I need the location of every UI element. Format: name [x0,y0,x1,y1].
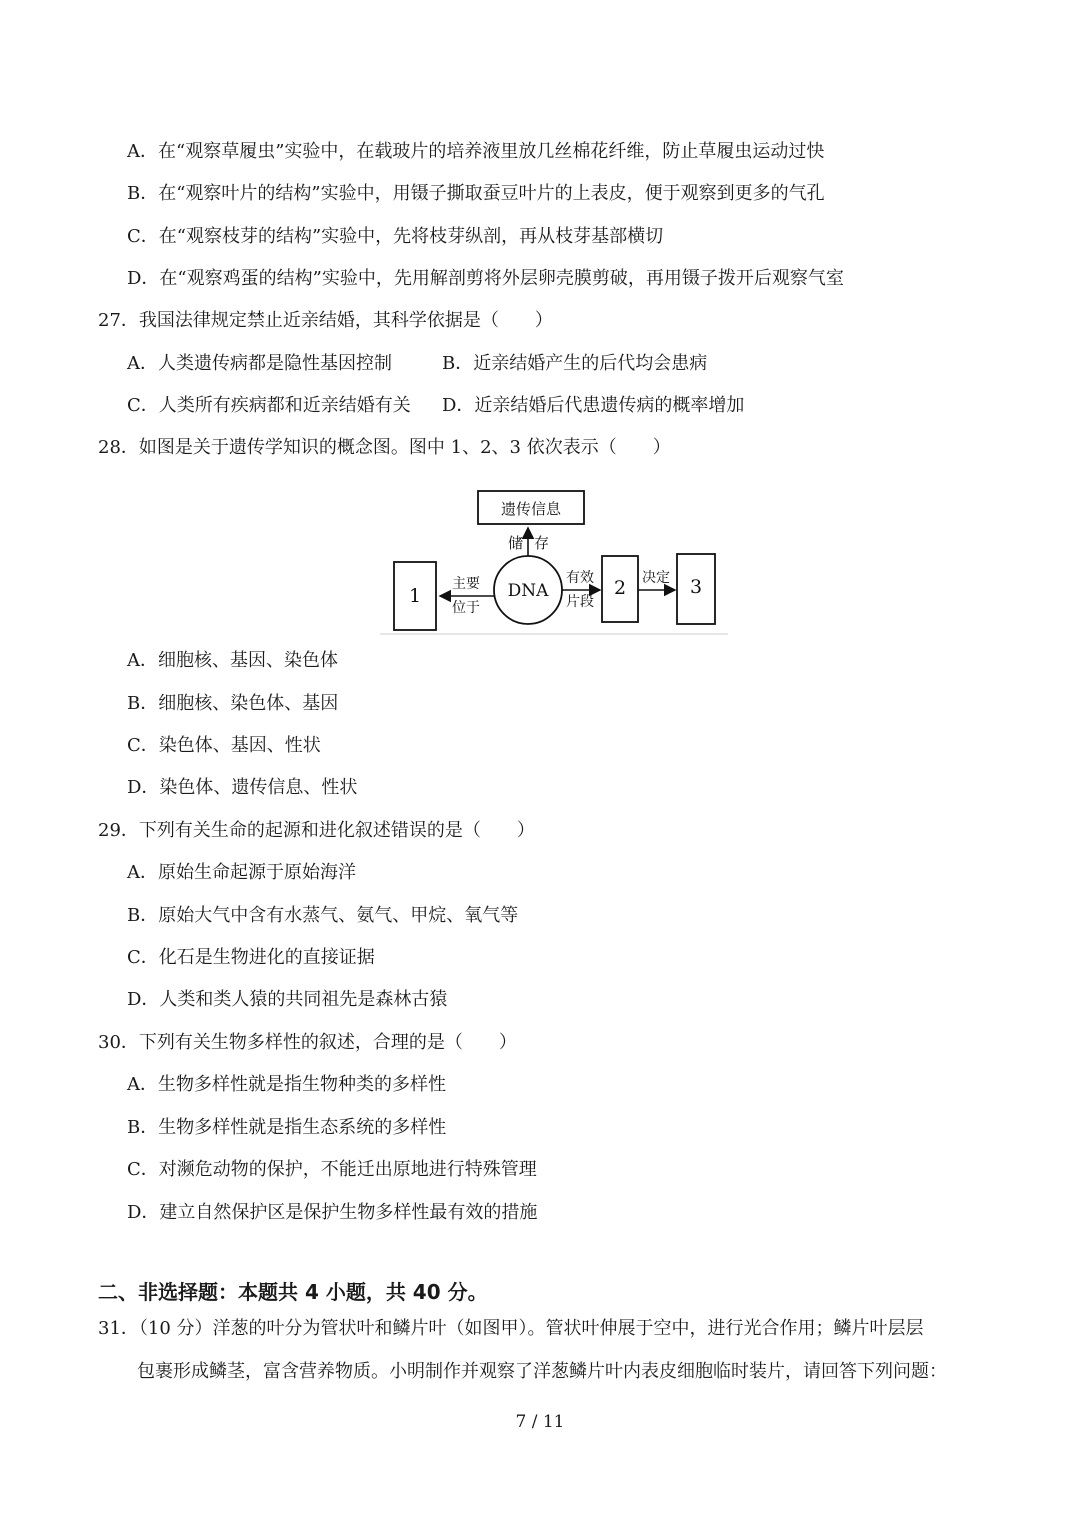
q28-option-d: D．染色体、遗传信息、性状 [127,777,358,798]
q31-line1: 31．（10 分）洋葱的叶分为管状叶和鳞片叶（如图甲）。管状叶伸展于空中，进行光合作用；鳞片叶层层 [98,1318,924,1339]
q29-option-a: A．原始生命起源于原始海洋 [127,862,356,883]
dna-label: DNA [507,581,549,601]
q30-option-a: A．生物多样性就是指生物种类的多样性 [127,1074,446,1095]
q27-option-c: C．人类所有疾病都和近亲结婚有关 [127,395,411,416]
q27-option-a: A．人类遗传病都是隐性基因控制 [127,353,392,374]
mid-label-1: 有效 [566,570,594,586]
store-label-2: 存 [534,534,550,552]
q28-stem: 28．如图是关于遗传学知识的概念图。图中 1、2、3 依次表示（ ） [98,437,671,458]
page-number: 7 / 11 [515,1412,565,1432]
q26-option-c: C．在“观察枝芽的结构”实验中，先将枝芽纵剖，再从枝芽基部横切 [127,226,664,247]
store-label-1: 储 [508,534,524,552]
q30-option-d: D．建立自然保护区是保护生物多样性最有效的措施 [127,1202,538,1223]
box-2-label: 2 [613,577,627,599]
section-heading: 二、非选择题：本题共 4 小题，共 40 分。 [98,1280,488,1304]
q28-option-a: A．细胞核、基因、染色体 [127,650,338,671]
q29-option-b: B．原始大气中含有水蒸气、氨气、甲烷、氧气等 [127,905,519,926]
q28-option-c: C．染色体、基因、性状 [127,735,321,756]
q26-option-a: A．在“观察草履虫”实验中，在载玻片的培养液里放几丝棉花纤维，防止草履虫运动过快 [127,141,825,162]
q29-option-c: C．化石是生物进化的直接证据 [127,947,375,968]
genetics-concept-diagram [380,484,730,639]
q28-option-b: B．细胞核、染色体、基因 [127,693,339,714]
q27-option-b: B．近亲结婚产生的后代均会患病 [442,353,708,374]
box-3-label: 3 [689,576,703,598]
top-box-label: 遗传信息 [500,500,562,518]
q29-stem: 29．下列有关生命的起源和进化叙述错误的是（ ） [98,820,535,841]
q30-option-b: B．生物多样性就是指生态系统的多样性 [127,1117,447,1138]
q30-stem: 30．下列有关生物多样性的叙述，合理的是（ ） [98,1032,517,1053]
q27-option-d: D．近亲结婚后代患遗传病的概率增加 [442,395,745,416]
left-label-2: 位于 [452,600,480,616]
q26-option-b: B．在“观察叶片的结构”实验中，用镊子撕取蚕豆叶片的上表皮，便于观察到更多的气孔 [127,183,825,204]
q29-option-d: D．人类和类人猿的共同祖先是森林古猿 [127,989,448,1010]
box-1-label: 1 [408,585,422,607]
q31-line2: 包裹形成鳞茎，富含营养物质。小明制作并观察了洋葱鳞片叶内表皮细胞临时装片，请回答下列问题： [137,1361,947,1382]
right-label: 决定 [642,570,670,586]
q26-option-d: D．在“观察鸡蛋的结构”实验中，先用解剖剪将外层卵壳膜剪破，再用镊子拨开后观察气室 [127,268,844,289]
left-label-1: 主要 [452,576,480,592]
q30-option-c: C．对濒危动物的保护，不能迁出原地进行特殊管理 [127,1159,537,1180]
mid-label-2: 片段 [566,594,594,610]
q27-stem: 27．我国法律规定禁止近亲结婚，其科学依据是（ ） [98,310,553,331]
